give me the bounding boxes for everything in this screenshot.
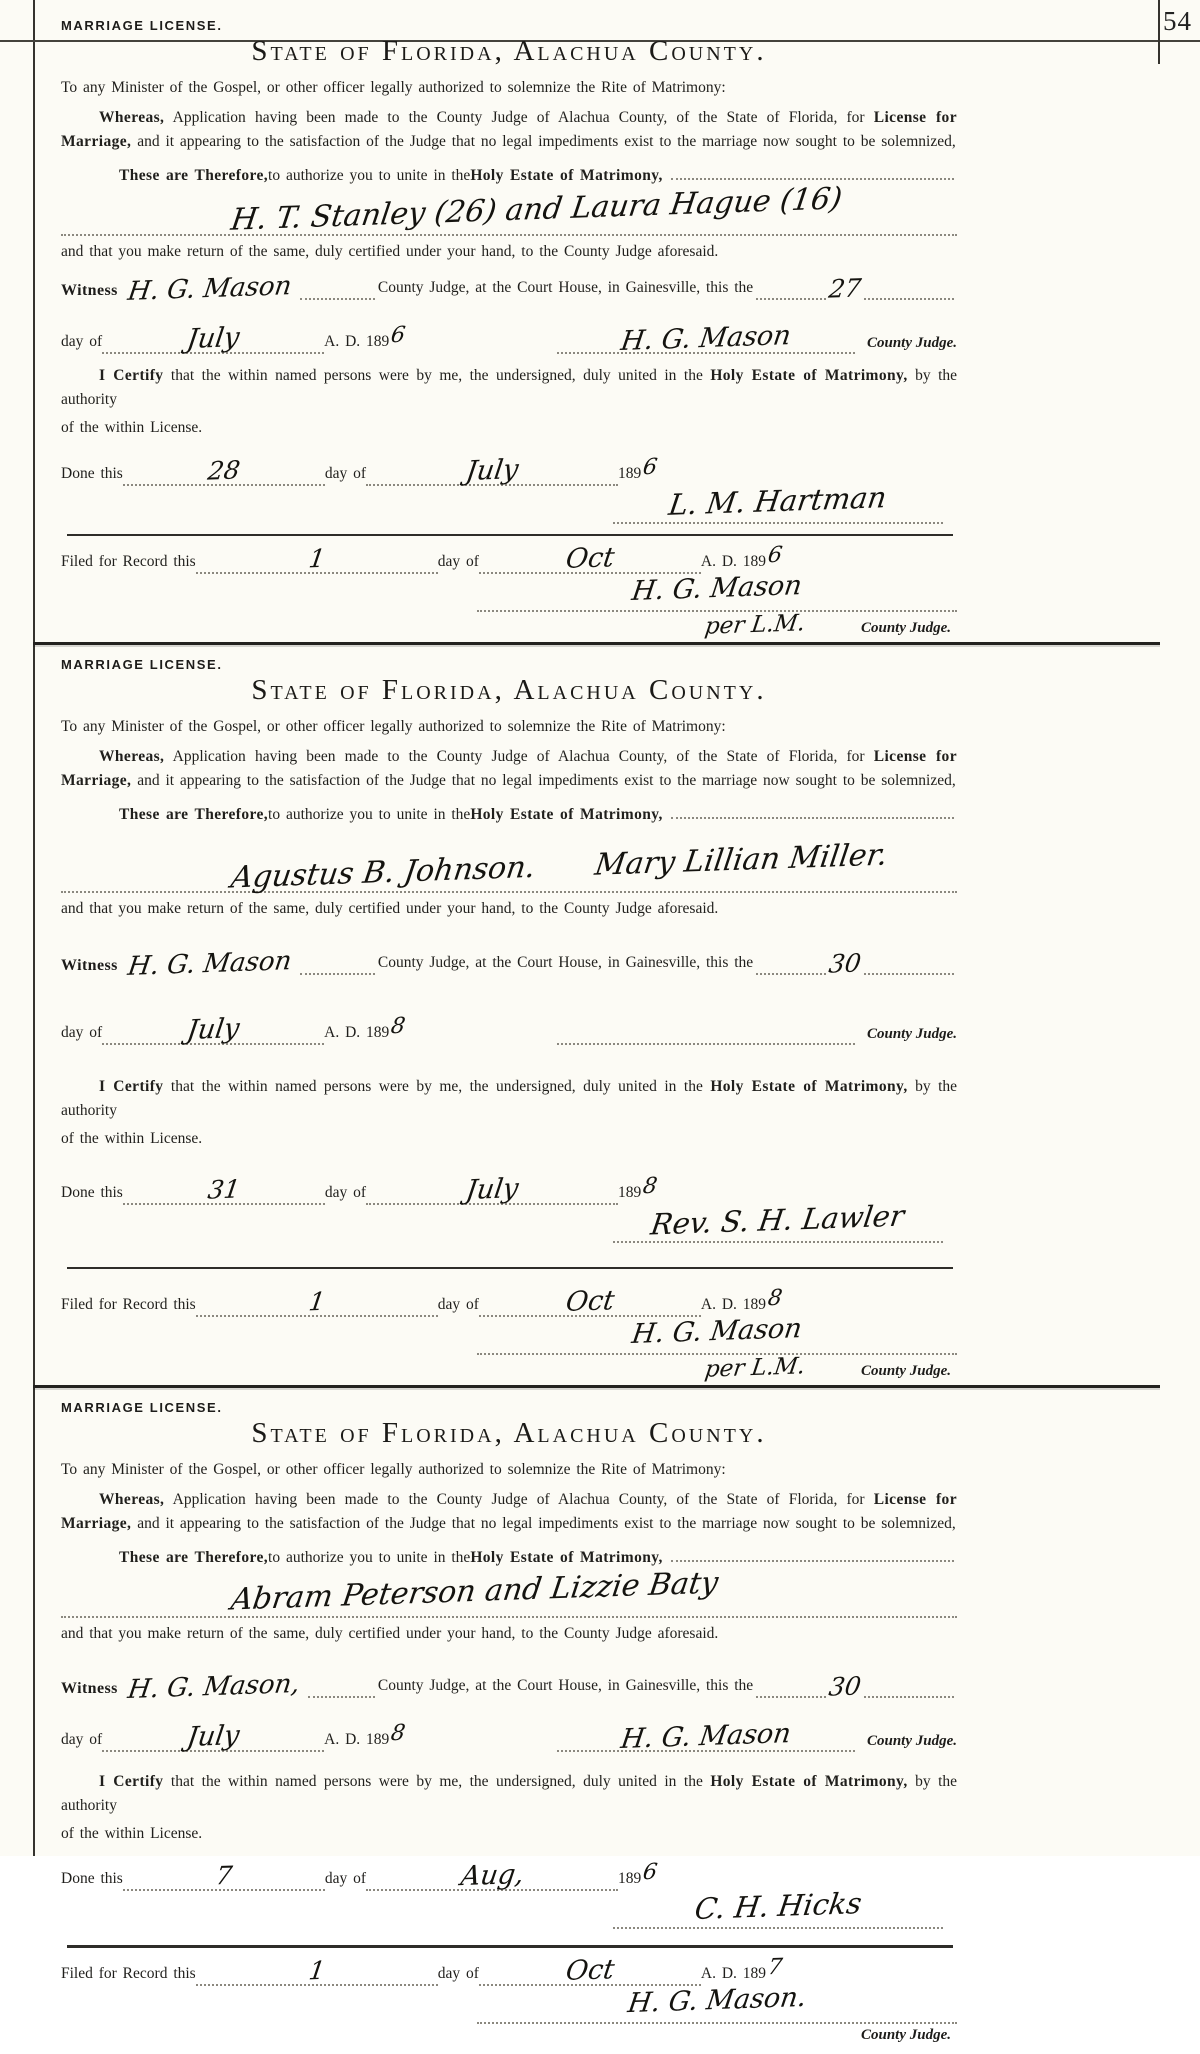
- certify-line-2: of the within License.: [61, 1822, 957, 1846]
- filed-day-field: [196, 1288, 438, 1317]
- therefore-line: [61, 803, 957, 827]
- year-prefix-label: 189: [618, 1867, 641, 1891]
- done-year-digit-handwriting: 6: [642, 1861, 659, 1886]
- whereas-paragraph: [61, 1488, 957, 1536]
- officiant-signature-field: [613, 482, 943, 524]
- filed-line: [61, 1956, 957, 1986]
- witness-day-handwriting: 30: [827, 1672, 863, 1701]
- holy-estate-label: Holy Estate of Matrimony,: [470, 803, 663, 827]
- return-line: and that you make return of the same, duly certified under your hand, to the County Judge aforesaid.: [61, 897, 957, 921]
- witness-line: [61, 949, 957, 975]
- certify-text-2: by the authority: [61, 367, 957, 408]
- certify-text-2: by the authority: [61, 1773, 957, 1814]
- license-section-1: [37, 6, 961, 642]
- return-line: and that you make return of the same, duly certified under your hand, to the County Judge aforesaid.: [61, 1622, 957, 1646]
- day-of-line: [61, 1706, 957, 1752]
- done-year-digit-handwriting: 6: [642, 455, 659, 480]
- ad-label: A. D. 189: [324, 330, 389, 354]
- filed-month-field: [479, 1287, 701, 1317]
- record-divider-rule: [67, 1267, 953, 1269]
- witness-day-handwriting: 27: [827, 274, 863, 303]
- done-label: Done this: [61, 462, 123, 486]
- done-label: Done this: [61, 1867, 123, 1891]
- filed-signature-field: [477, 572, 957, 612]
- therefore-text: to authorize you to unite in the: [268, 803, 470, 827]
- filed-year-digit-handwriting: 8: [766, 1286, 783, 1311]
- dotted-line: [864, 293, 954, 300]
- record-divider-rule: [67, 534, 953, 536]
- whereas-text-2: and it appearing to the satisfaction of the Judge that no legal impediments exist to the marriage now sought to be solemnized,: [131, 133, 955, 150]
- done-month-field: [366, 1861, 618, 1891]
- filed-day-field: [196, 545, 438, 574]
- year-digit-handwriting: 8: [390, 1721, 407, 1746]
- left-margin-rule: [33, 0, 35, 1856]
- whereas-text-1: Application having been made to the County Judge of Alachua County, of the State of Florida, for: [164, 1491, 873, 1508]
- holy-estate-label: Holy Estate of Matrimony,: [710, 367, 907, 384]
- officiant-signature-handwriting: L. M. Hartman: [667, 478, 890, 524]
- filed-signature-line-2: [477, 612, 957, 642]
- dotted-line: [671, 812, 954, 819]
- done-month-field: [366, 1175, 618, 1205]
- done-label: Done this: [61, 1181, 123, 1205]
- filed-signature-block: [477, 1315, 957, 1385]
- dotted-line: [756, 293, 826, 300]
- filed-label: Filed for Record this: [61, 1293, 196, 1317]
- certify-text-1: that the within named persons were by me, the undersigned, duly united in the: [163, 1078, 710, 1095]
- year-digit-handwriting: 6: [390, 324, 407, 349]
- holy-estate-label: Holy Estate of Matrimony,: [710, 1078, 907, 1095]
- therefore-label: These are Therefore,: [119, 1546, 268, 1570]
- therefore-text: to authorize you to unite in the: [268, 1546, 470, 1570]
- filed-day-handwriting: 1: [307, 544, 327, 573]
- day-of-label: day of: [438, 1962, 479, 1986]
- whereas-text-1: Application having been made to the County Judge of Alachua County, of the State of Florida, for: [164, 748, 873, 765]
- whereas-label: Whereas,: [99, 748, 164, 765]
- done-day-field: [123, 1176, 325, 1205]
- therefore-label: These are Therefore,: [119, 164, 268, 188]
- filed-day-handwriting: 1: [307, 1287, 327, 1316]
- whereas-text-1: Application having been made to the County Judge of Alachua County, of the State of Florida, for: [164, 109, 873, 126]
- license-for-marriage-label: License for Marriage,: [61, 1491, 957, 1532]
- minister-line: To any Minister of the Gospel, or other officer legally authorized to solemnize the Rite of Matrimony:: [61, 1458, 957, 1482]
- certify-label: I Certify: [99, 1773, 163, 1790]
- certify-text-2: by the authority: [61, 1078, 957, 1119]
- return-line: and that you make return of the same, duly certified under your hand, to the County Judge aforesaid.: [61, 240, 957, 264]
- ad-label: A. D. 189: [324, 1728, 389, 1752]
- done-month-handwriting: July: [464, 455, 520, 487]
- officiant-signature-field: [613, 1201, 943, 1243]
- ad-label: A. D. 189: [701, 550, 766, 574]
- filed-line: [61, 544, 957, 574]
- year-digit-handwriting: 8: [390, 1014, 407, 1039]
- witness-label: Witness: [61, 957, 118, 975]
- judge-signature-block: [557, 1721, 957, 1752]
- ad-label: A. D. 189: [324, 1021, 389, 1045]
- day-of-label: day of: [438, 550, 479, 574]
- month-handwriting: July: [185, 1721, 241, 1753]
- county-judge-label: County Judge.: [867, 332, 957, 354]
- filed-per-handwriting: per L.M.: [703, 1353, 807, 1383]
- witness-signature-handwriting: H. G. Mason,: [126, 1668, 302, 1704]
- day-of-label: day of: [438, 1293, 479, 1317]
- witness-signature-handwriting: H. G. Mason: [126, 946, 294, 982]
- ad-label: A. D. 189: [701, 1962, 766, 1986]
- witness-mid-text: County Judge, at the Court House, in Gainesville, this the: [378, 951, 753, 975]
- dotted-line: [864, 968, 954, 975]
- filed-signature-block: [477, 1984, 957, 2054]
- couple-names-handwriting: H. T. Stanley (26) and Laura Hague (16): [228, 179, 844, 241]
- witness-label: Witness: [61, 1680, 118, 1698]
- officiant-signature-handwriting: Rev. S. H. Lawler: [649, 1196, 907, 1243]
- month-handwriting: July: [185, 1014, 241, 1046]
- dotted-line: [864, 1691, 954, 1698]
- filed-day-handwriting: 1: [307, 1957, 327, 1986]
- license-section-3: [37, 1388, 961, 2054]
- month-field: [102, 1015, 324, 1045]
- filed-month-field: [479, 544, 701, 574]
- filed-signature-block: [477, 572, 957, 642]
- minister-line: To any Minister of the Gospel, or other officer legally authorized to solemnize the Rite of Matrimony:: [61, 76, 957, 100]
- license-for-marriage-label: License for Marriage,: [61, 748, 957, 789]
- month-field: [102, 324, 324, 354]
- done-month-handwriting: Aug,: [459, 1860, 526, 1892]
- day-of-label: day of: [61, 1021, 102, 1045]
- record-divider-rule: [67, 1945, 953, 1948]
- therefore-line: [61, 1546, 957, 1570]
- holy-estate-label: Holy Estate of Matrimony,: [470, 1546, 663, 1570]
- whereas-text-2: and it appearing to the satisfaction of the Judge that no legal impediments exist to the marriage now sought to be solemnized,: [131, 772, 955, 789]
- judge-signature-handwriting: H. G. Mason: [619, 320, 793, 358]
- dotted-line: [300, 293, 375, 300]
- whereas-paragraph: [61, 745, 957, 793]
- dotted-line: [671, 173, 954, 180]
- judge-signature-field: [557, 323, 855, 354]
- filed-line: [61, 1287, 957, 1317]
- done-day-field: [123, 1862, 325, 1891]
- holy-estate-label: Holy Estate of Matrimony,: [470, 164, 663, 188]
- dotted-line: [756, 968, 826, 975]
- holy-estate-label: Holy Estate of Matrimony,: [710, 1773, 907, 1790]
- filed-day-field: [196, 1957, 438, 1986]
- filed-month-handwriting: Oct: [564, 543, 616, 575]
- certify-text-1: that the within named persons were by me, the undersigned, duly united in the: [163, 367, 710, 384]
- day-of-label: day of: [325, 1867, 366, 1891]
- month-field: [102, 1722, 324, 1752]
- dotted-line: [308, 1691, 374, 1698]
- certify-label: I Certify: [99, 1078, 163, 1095]
- form-title: State of Florida, Alachua County.: [61, 1417, 957, 1450]
- done-year-digit-handwriting: 8: [642, 1174, 659, 1199]
- witness-line: [61, 1672, 957, 1698]
- witness-mid-text: County Judge, at the Court House, in Gainesville, this the: [378, 276, 753, 300]
- done-day-field: [123, 457, 325, 486]
- filed-year-digit-handwriting: 7: [766, 1956, 783, 1981]
- form-title: State of Florida, Alachua County.: [61, 674, 957, 707]
- whereas-paragraph: [61, 106, 957, 154]
- therefore-text: to authorize you to unite in the: [268, 164, 470, 188]
- therefore-label: These are Therefore,: [119, 803, 268, 827]
- judge-signature-block: [557, 323, 957, 354]
- records-column: [37, 0, 961, 2054]
- done-month-field: [366, 456, 618, 486]
- filed-month-handwriting: Oct: [564, 1286, 616, 1318]
- certify-paragraph: [61, 1770, 957, 1818]
- day-of-line: [61, 308, 957, 354]
- filed-signature-line-2: [477, 2024, 957, 2054]
- officiant-signature-line: [61, 482, 957, 524]
- certify-text-1: that the within named persons were by me, the undersigned, duly united in the: [163, 1773, 710, 1790]
- done-month-handwriting: July: [464, 1174, 520, 1206]
- filed-signature-handwriting: H. G. Mason: [630, 568, 804, 608]
- done-day-handwriting: 28: [206, 456, 242, 485]
- judge-signature-handwriting: H. G. Mason: [619, 1717, 793, 1755]
- done-day-handwriting: 31: [206, 1175, 242, 1204]
- witness-signature-handwriting: H. G. Mason: [126, 271, 294, 307]
- filed-month-handwriting: Oct: [564, 1955, 616, 1987]
- license-for-marriage-label: License for Marriage,: [61, 109, 957, 150]
- filed-label: Filed for Record this: [61, 550, 196, 574]
- filed-signature-field: [477, 1984, 957, 2024]
- county-judge-label: County Judge.: [867, 1023, 957, 1045]
- whereas-text-2: and it appearing to the satisfaction of the Judge that no legal impediments exist to the marriage now sought to be solemnized,: [131, 1515, 955, 1532]
- year-prefix-label: 189: [618, 1181, 641, 1205]
- month-handwriting: July: [185, 323, 241, 355]
- day-of-label: day of: [325, 462, 366, 486]
- judge-signature-field: [557, 1721, 855, 1752]
- officiant-signature-line: [61, 1201, 957, 1243]
- certify-line-2: of the within License.: [61, 1127, 957, 1151]
- dotted-line: [756, 1691, 826, 1698]
- day-of-label: day of: [61, 1728, 102, 1752]
- certify-label: I Certify: [99, 367, 163, 384]
- couple-names-line: [61, 847, 957, 893]
- year-prefix-label: 189: [618, 462, 641, 486]
- couple-names-line: [61, 190, 957, 236]
- day-of-label: day of: [61, 330, 102, 354]
- day-of-line: [61, 999, 957, 1045]
- filed-per-handwriting: per L.M.: [703, 610, 807, 640]
- ad-label: A. D. 189: [701, 1293, 766, 1317]
- couple-names-handwriting: Agustus B. Johnson. Mary Lillian Miller.: [228, 835, 890, 898]
- officiant-signature-line: [61, 1887, 957, 1929]
- certify-paragraph: [61, 1075, 957, 1123]
- county-judge-label: County Judge.: [861, 1360, 951, 1382]
- judge-signature-field: [557, 1025, 855, 1045]
- license-section-2: [37, 645, 961, 1385]
- filed-month-field: [479, 1956, 701, 1986]
- form-title: State of Florida, Alachua County.: [61, 35, 957, 68]
- couple-names-handwriting: Abram Peterson and Lizzie Baty: [228, 1563, 720, 1620]
- filed-year-digit-handwriting: 6: [766, 543, 783, 568]
- couple-names-line: [61, 1572, 957, 1618]
- filed-signature-handwriting: H. G. Mason: [630, 1311, 804, 1351]
- filed-signature-field: [477, 1315, 957, 1355]
- marriage-license-label: MARRIAGE LICENSE.: [61, 6, 957, 33]
- county-judge-label: County Judge.: [861, 617, 951, 639]
- filed-label: Filed for Record this: [61, 1962, 196, 1986]
- dotted-line: [300, 968, 375, 975]
- filed-signature-line-2: [477, 1355, 957, 1385]
- county-judge-label: County Judge.: [867, 1730, 957, 1752]
- officiant-signature-field: [613, 1887, 943, 1929]
- witness-line: [61, 274, 957, 300]
- certify-line-2: of the within License.: [61, 416, 957, 440]
- dotted-line: [671, 1555, 954, 1562]
- witness-mid-text: County Judge, at the Court House, in Gainesville, this the: [378, 1674, 753, 1698]
- marriage-license-label: MARRIAGE LICENSE.: [61, 1388, 957, 1415]
- page-number: 54: [1163, 6, 1192, 37]
- minister-line: To any Minister of the Gospel, or other officer legally authorized to solemnize the Rite of Matrimony:: [61, 715, 957, 739]
- witness-day-handwriting: 30: [827, 949, 863, 978]
- whereas-label: Whereas,: [99, 1491, 164, 1508]
- right-margin-rule: [1158, 0, 1160, 64]
- certify-paragraph: [61, 364, 957, 412]
- officiant-signature-handwriting: C. H. Hicks: [692, 1884, 864, 1928]
- whereas-label: Whereas,: [99, 109, 164, 126]
- judge-signature-block: [557, 1023, 957, 1045]
- day-of-label: day of: [325, 1181, 366, 1205]
- county-judge-label: County Judge.: [861, 2024, 951, 2046]
- filed-signature-handwriting: H. G. Mason.: [625, 1981, 808, 2021]
- marriage-license-label: MARRIAGE LICENSE.: [61, 645, 957, 672]
- witness-label: Witness: [61, 282, 118, 300]
- done-day-handwriting: 7: [214, 1862, 234, 1891]
